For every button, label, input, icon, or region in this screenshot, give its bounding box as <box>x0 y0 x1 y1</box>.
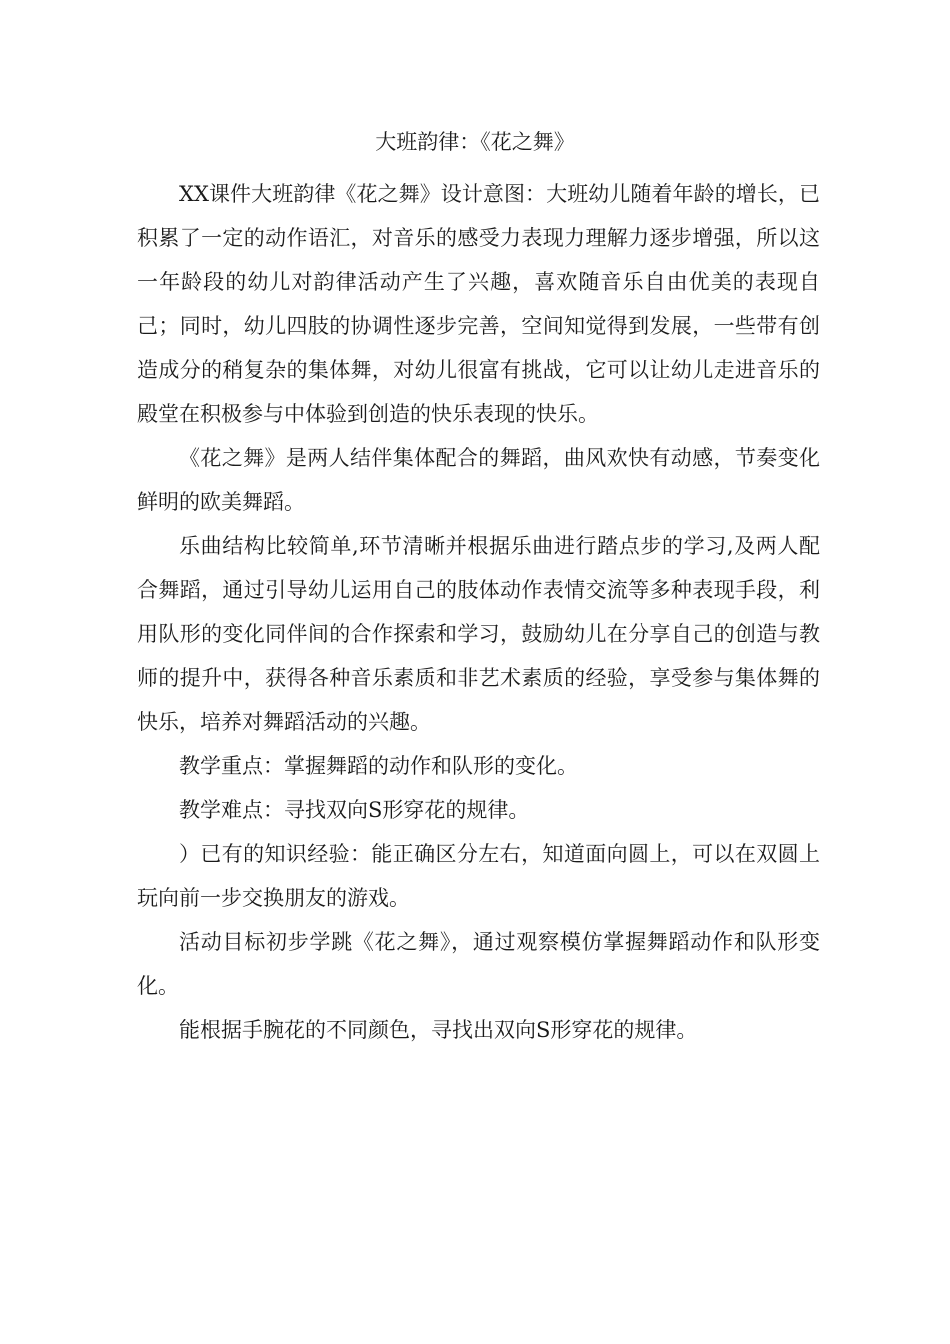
paragraph-difficulty: 教学难点：寻找双向S形穿花的规律。 <box>179 798 530 822</box>
document-title: 大班韵律：《花之舞》 <box>375 130 575 154</box>
paragraph-objective-1: 活动目标初步学跳《花之舞》，通过观察模仿掌握舞蹈动作和队形变化。 <box>137 930 820 998</box>
paragraph-design-intent: XX课件大班韵律《花之舞》设计意图：大班幼儿随着年龄的增长，已积累了一定的动作语汇，对音乐的感受力表现力理解力逐步增强，所以这一年龄段的幼儿对韵律活动产生了兴趣，喜欢随音乐自由优美的表现自己；同时，幼儿四肢的协调性逐步完善，空间知觉得到发展，一些带有创造成分的稍复杂的集体舞，对幼儿很富有挑战，它可以让幼儿走进音乐的殿堂在积极参与中体验到创造的快乐表现的快乐。 <box>137 182 820 426</box>
paragraph-key-point: 教学重点：掌握舞蹈的动作和队形的变化。 <box>179 754 578 778</box>
paragraph-music-structure: 乐曲结构比较简单,环节清晰并根据乐曲进行踏点步的学习,及两人配合舞蹈，通过引导幼儿运用自己的肢体动作表情交流等多种表现手段，利用队形的变化同伴间的合作探索和学习，鼓励幼儿在分享自己的创造与教师的提升中，获得各种音乐素质和非艺术素质的经验，享受参与集体舞的快乐，培养对舞蹈活动的兴趣。 <box>137 534 820 734</box>
document-body <box>137 172 820 1052</box>
paragraph-dance-description: 《花之舞》是两人结伴集体配合的舞蹈，曲风欢快有动感，节奏变化鲜明的欧美舞蹈。 <box>137 446 820 514</box>
paragraph-prior-knowledge: ）已有的知识经验：能正确区分左右，知道面向圆上，可以在双圆上玩向前一步交换朋友的游戏。 <box>137 842 820 910</box>
paragraph-objective-2: 能根据手腕花的不同颜色，寻找出双向S形穿花的规律。 <box>179 1018 698 1042</box>
